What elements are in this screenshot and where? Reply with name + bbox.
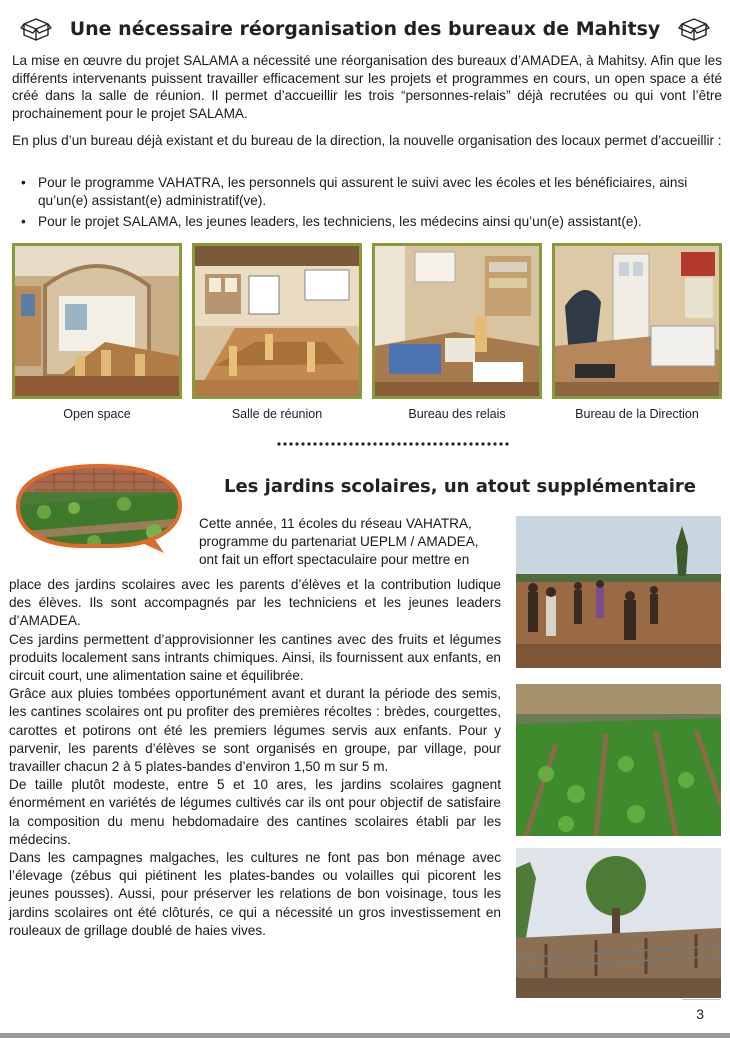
garden-photo-bubble <box>14 462 184 554</box>
section2-paragraph-3: Grâce aux pluies tombées opportunément avant et durant la période des semis, les cantines scolaires ont pu profiter des premières récoltes : brèdes, courgettes, carottes et potirons ont été les premiers légumes servis aux enfants. Pour y parvenir, les parents d’élèves se sont organisés en groupe, par village, pour travailler chacun 2 à 5 plates-bandes d’environ 1,50 m sur 5 m. <box>9 686 501 775</box>
section2-paragraph-1: place des jardins scolaires avec les parents d’élèves et la contribution ludique des élèves. Ils sont accompagnés par les techniciens et les jeunes leaders d’AMADEA. <box>9 577 501 629</box>
section2-intro: Cette année, 11 écoles du réseau VAHATRA, programme du partenariat UEPLM / AMADEA, ont fait un effort spectaculaire pour mettre en <box>199 516 479 568</box>
section1-paragraph-2: En plus d’un bureau déjà existant et du bureau de la direction, la nouvelle organisation des locaux permet d’accueillir : <box>12 133 722 148</box>
photo-caption: Bureau des relais <box>408 407 506 421</box>
section2-paragraph-2: Ces jardins permettent d’approvisionner les cantines avec des fruits et légumes produits localement sans intrants chimiques. Ainsi, ils fournissent aux enfants, en circuit court, une alimentation saine et équilibrée. <box>9 631 501 684</box>
photo-caption: Open space <box>63 407 131 421</box>
section2-body <box>9 576 501 940</box>
photo-bureau-des-relais <box>372 243 542 399</box>
box-icon <box>20 16 52 42</box>
photo-garden-beds <box>516 684 721 836</box>
dotted-separator <box>276 440 511 448</box>
photo-caption: Salle de réunion <box>231 407 323 421</box>
photo-open-space <box>12 243 182 399</box>
section1-header <box>0 12 730 46</box>
photo-garden-fence <box>516 848 721 998</box>
box-icon <box>678 16 710 42</box>
bottom-rule <box>0 1033 730 1038</box>
section2-paragraph-4: De taille plutôt modeste, entre 5 et 10 ares, les jardins scolaires gagnent énormément en variétés de légumes cultivés car ils ont pour objectif de satisfaire la composition du menu hebdomadaire des cantines scolaires établi par les médecins. <box>9 777 501 847</box>
photo-caption: Bureau de la Direction <box>575 407 699 421</box>
list-item: • Pour le projet SALAMA, les jeunes leaders, les techniciens, les médecins ainsi qu’un(e) assistant(e). <box>21 214 642 230</box>
section2-paragraph-5: Dans les campagnes malgaches, les cultures ne font pas bon ménage avec l’élevage (zébus qui piétinent les plates-bandes ou volailles qui picorent les jeunes pousses). Aussi, pour préserver les relations de bon voisinage, tous les jardins scolaires ont été clôturés, ce qui a nécessité un gros investissement en rouleaux de grillage doublé de haies vives. <box>9 850 501 938</box>
photo-salle-de-reunion <box>192 243 362 399</box>
section1-paragraph-1: La mise en œuvre du projet SALAMA a nécessité une réorganisation des bureaux d’AMADEA, à Mahitsy. Afin que les différents intervenants puissent travailler efficacement sur les projets et programmes en cours, un open space a été créé dans la salle de réunion. Il permet d’accueillir les trois “personnes-relais” déjà recrutées ou qui vont l’être prochainement pour le projet SALAMA. <box>12 53 722 121</box>
section1-bullet-list <box>18 174 722 235</box>
section2-title: Les jardins scolaires, un atout supplémentaire <box>224 476 696 497</box>
page-number-rule <box>682 999 720 1000</box>
section1-title: Une nécessaire réorganisation des bureaux de Mahitsy <box>69 18 661 40</box>
page-number: 3 <box>696 1006 704 1022</box>
photo-garden-people <box>516 516 721 668</box>
photo-bureau-direction <box>552 243 722 399</box>
list-item: • Pour le programme VAHATRA, les personnels qui assurent le suivi avec les écoles et les bénéficiaires, ainsi qu’un(e) assistant(e) administratif(ve). <box>21 175 688 208</box>
